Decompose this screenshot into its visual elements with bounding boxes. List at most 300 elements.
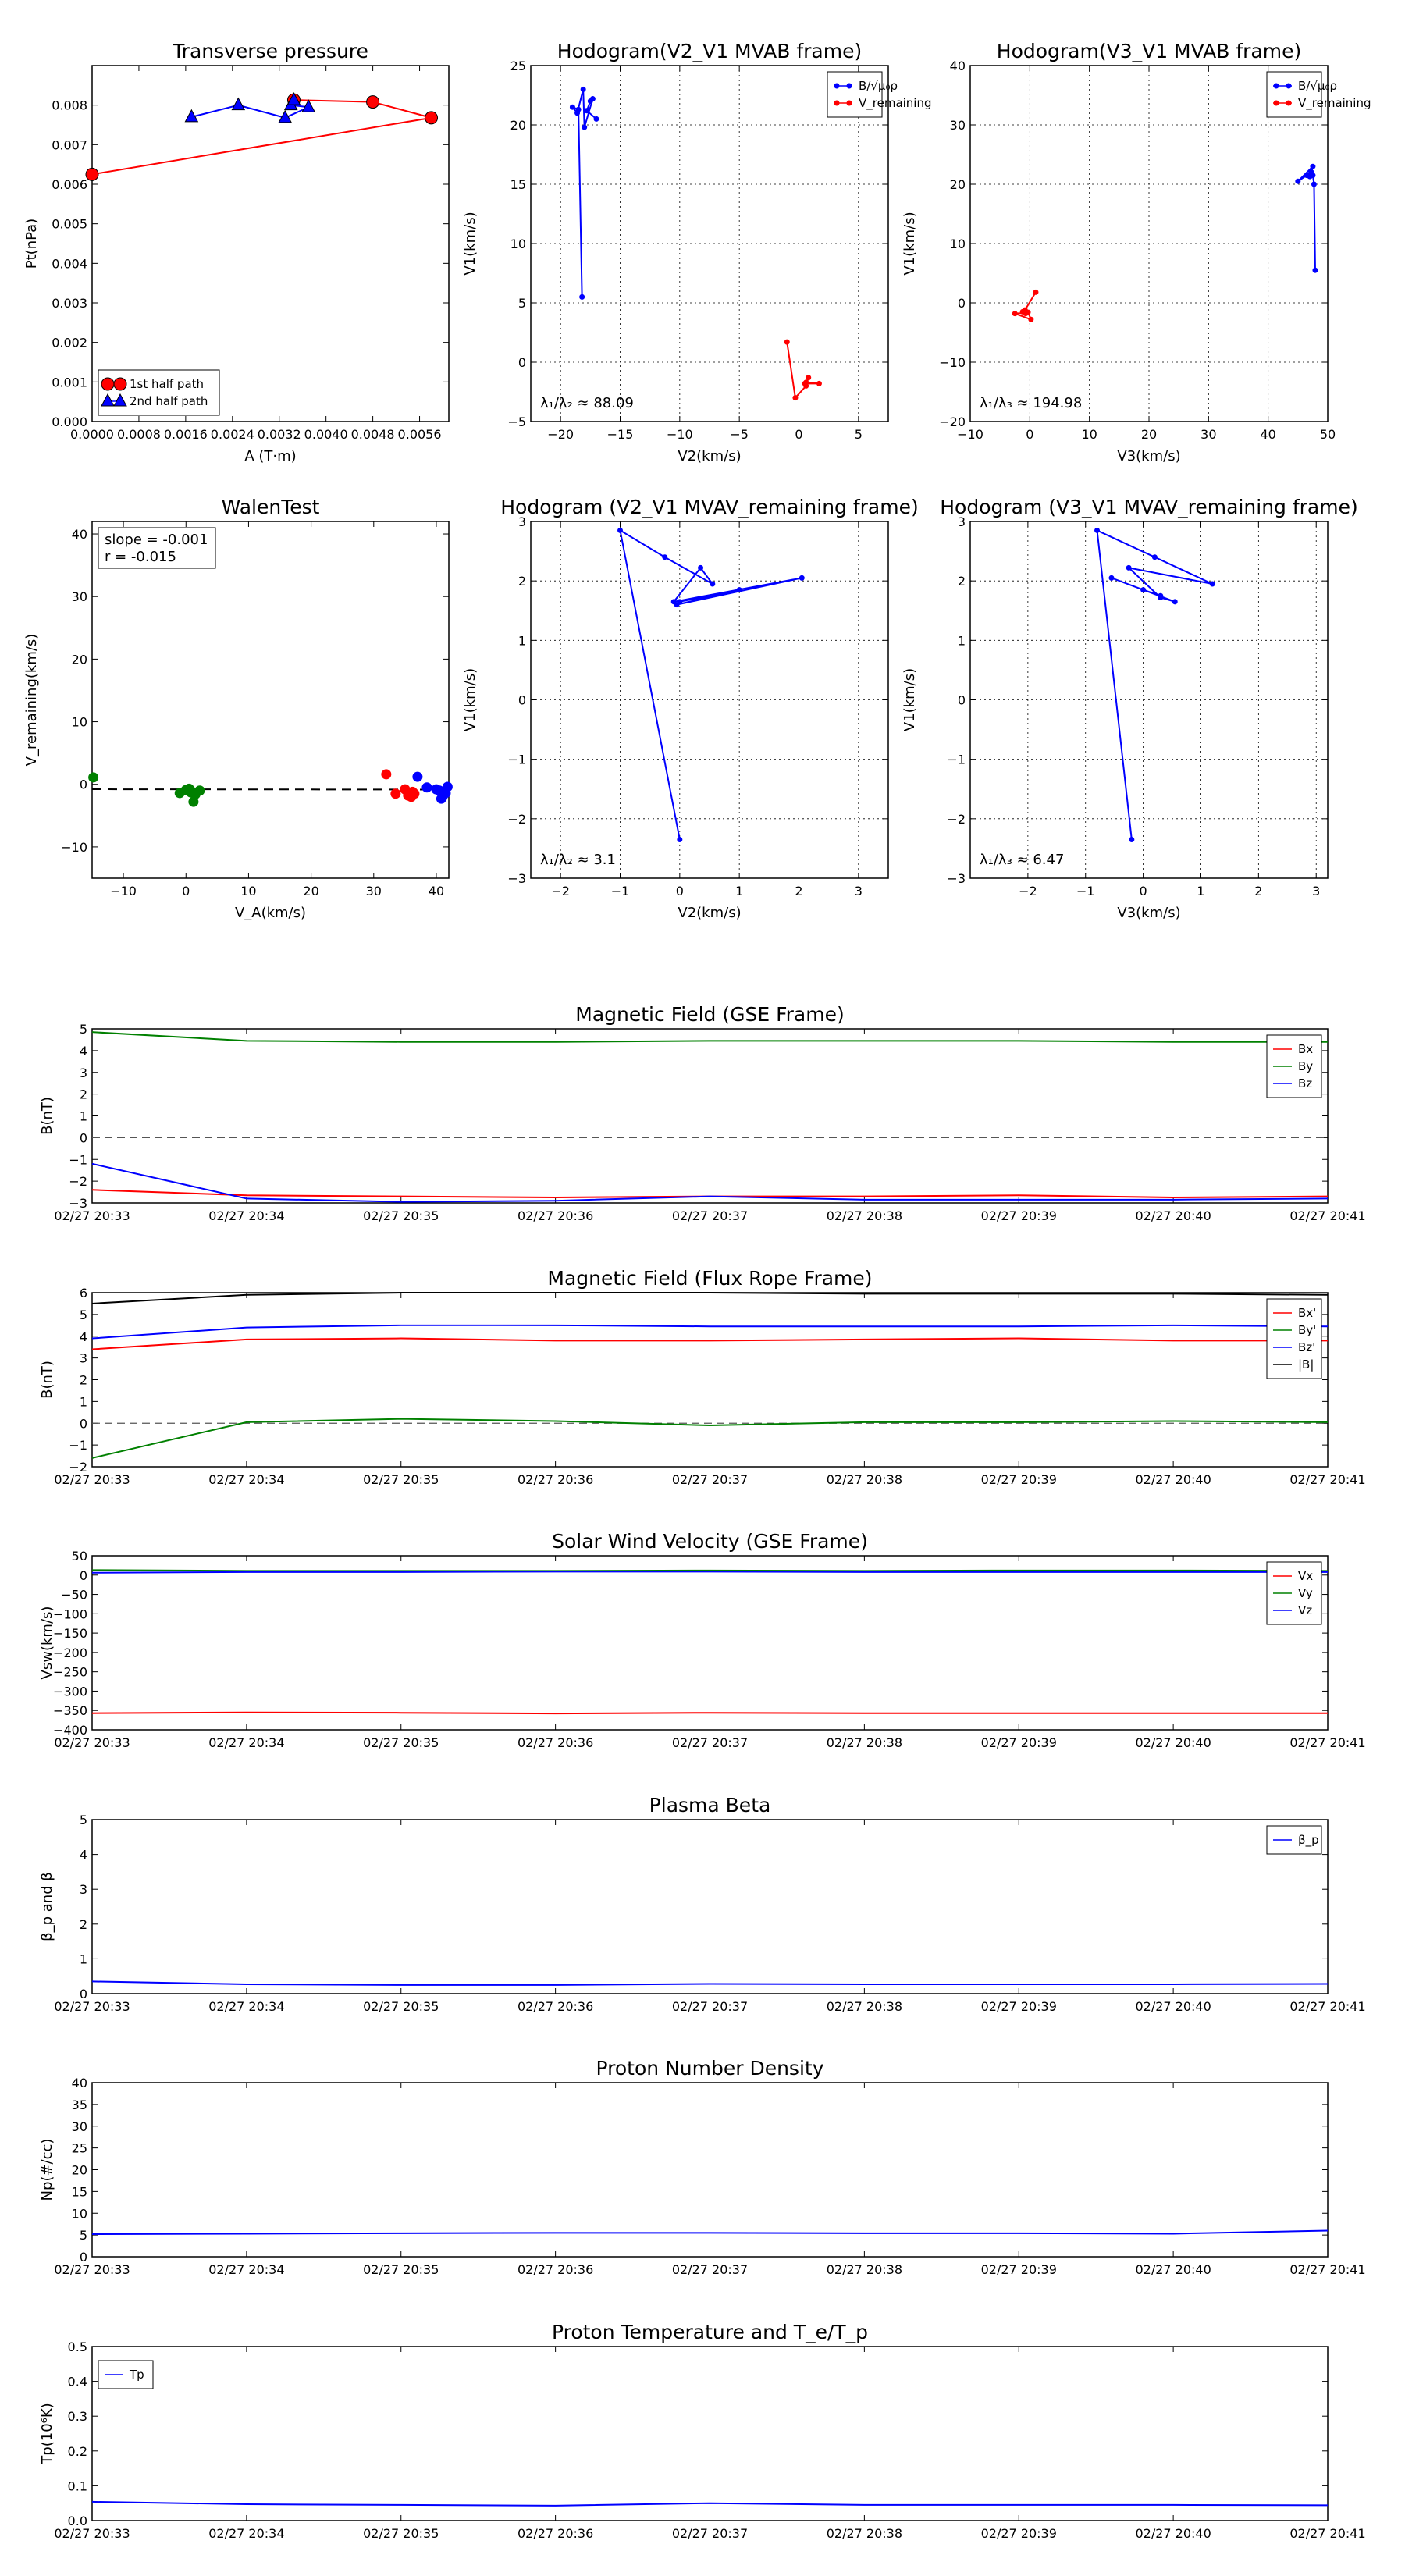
y-tick-label: 4 bbox=[79, 1329, 87, 1344]
panel-title: Plasma Beta bbox=[649, 1794, 771, 1816]
x-tick-label: 50 bbox=[1319, 427, 1336, 442]
legend-entry: β_p bbox=[1298, 1833, 1319, 1847]
data-point bbox=[617, 528, 623, 533]
x-tick-label: 02/27 20:34 bbox=[208, 1472, 285, 1487]
panel-h2 bbox=[902, 40, 1371, 464]
data-point bbox=[698, 565, 703, 571]
panel-title: Hodogram (V2_V1 MVAV_remaining frame) bbox=[500, 496, 919, 518]
y-tick-label: 0.000 bbox=[52, 415, 87, 429]
data-point bbox=[88, 772, 98, 782]
axes-frame bbox=[92, 1556, 1328, 1730]
data-point bbox=[677, 837, 682, 842]
x-tick-label: 02/27 20:38 bbox=[826, 1735, 903, 1750]
x-tick-label: 2 bbox=[795, 884, 803, 898]
x-tick-label: 0.0048 bbox=[350, 427, 395, 442]
panel-title: Hodogram (V3_V1 MVAV_remaining frame) bbox=[940, 496, 1358, 518]
y-tick-label: −200 bbox=[53, 1645, 87, 1660]
data-point bbox=[1129, 837, 1134, 842]
y-tick-label: −2 bbox=[69, 1174, 87, 1190]
y-tick-label: 15 bbox=[71, 2184, 87, 2200]
data-point bbox=[737, 587, 742, 592]
y-axis-label: Pt(nPa) bbox=[23, 218, 40, 269]
y-tick-label: −1 bbox=[69, 1438, 87, 1453]
series-line bbox=[92, 1325, 1328, 1339]
x-tick-label: 5 bbox=[854, 427, 863, 442]
x-tick-label: −1 bbox=[1076, 884, 1095, 898]
y-tick-label: 0.3 bbox=[67, 2409, 87, 2425]
panel-title: Hodogram(V3_V1 MVAB frame) bbox=[996, 40, 1302, 62]
x-tick-label: 02/27 20:33 bbox=[54, 1999, 130, 2014]
x-tick-label: 02/27 20:40 bbox=[1135, 2262, 1211, 2277]
y-tick-label: 1 bbox=[79, 1952, 87, 1967]
x-tick-label: 02/27 20:33 bbox=[54, 1735, 130, 1750]
x-tick-label: 02/27 20:40 bbox=[1135, 1472, 1211, 1487]
x-axis-label: V2(km/s) bbox=[678, 448, 742, 464]
legend bbox=[1267, 1562, 1321, 1624]
data-point bbox=[802, 381, 808, 386]
legend-marker bbox=[1286, 84, 1292, 89]
legend-marker bbox=[834, 101, 840, 106]
y-axis-label: β_p and β bbox=[39, 1872, 55, 1941]
legend-entry: Tp bbox=[130, 2368, 144, 2382]
series-line bbox=[92, 2502, 1328, 2506]
y-axis-label: Vsw(km/s) bbox=[39, 1606, 55, 1680]
y-tick-label: −3 bbox=[507, 871, 526, 886]
y-axis-label: B(nT) bbox=[39, 1361, 55, 1399]
legend-entry: Bz bbox=[1298, 1076, 1313, 1091]
y-tick-label: 0 bbox=[518, 692, 526, 708]
panel-beta bbox=[39, 1794, 1366, 2014]
x-tick-label: −2 bbox=[1019, 884, 1037, 898]
legend-entry: |B| bbox=[1298, 1357, 1314, 1372]
series-line bbox=[787, 342, 819, 397]
data-point bbox=[784, 340, 790, 345]
annotation-text: r = -0.015 bbox=[105, 549, 176, 565]
x-tick-label: −1 bbox=[610, 884, 630, 898]
series-line bbox=[1097, 530, 1213, 839]
x-tick-label: −5 bbox=[730, 427, 749, 442]
x-tick-label: 3 bbox=[854, 884, 863, 898]
data-point bbox=[436, 794, 446, 804]
x-tick-label: 0 bbox=[1026, 427, 1034, 442]
x-tick-label: 02/27 20:35 bbox=[363, 1472, 439, 1487]
x-tick-label: −15 bbox=[606, 427, 634, 442]
legend-entry: By' bbox=[1298, 1323, 1317, 1337]
annotation-text: λ₁/λ₂ ≈ 88.09 bbox=[540, 395, 634, 411]
x-tick-label: 30 bbox=[1200, 427, 1217, 442]
legend bbox=[1267, 1035, 1321, 1098]
y-tick-label: 30 bbox=[71, 2119, 87, 2134]
y-tick-label: 25 bbox=[510, 59, 526, 73]
y-tick-label: 0 bbox=[79, 1416, 87, 1432]
series-line bbox=[92, 2231, 1328, 2234]
panel-title: Magnetic Field (GSE Frame) bbox=[575, 1003, 845, 1026]
panel-h3 bbox=[462, 496, 919, 921]
legend bbox=[98, 2361, 153, 2389]
data-point bbox=[194, 785, 205, 795]
legend-entry: Bx' bbox=[1298, 1306, 1317, 1320]
x-tick-label: 02/27 20:36 bbox=[517, 1999, 594, 2014]
x-tick-label: 02/27 20:33 bbox=[54, 1472, 130, 1487]
data-point bbox=[1108, 575, 1114, 581]
y-tick-label: 0.007 bbox=[52, 137, 87, 153]
x-tick-label: 02/27 20:34 bbox=[208, 2262, 285, 2277]
data-point bbox=[1310, 164, 1315, 169]
x-tick-label: 0.0032 bbox=[257, 427, 301, 442]
data-point bbox=[582, 125, 587, 130]
y-axis-label: V1(km/s) bbox=[462, 212, 478, 276]
data-point bbox=[1012, 311, 1018, 316]
panel-bgse bbox=[39, 1003, 1366, 1223]
x-tick-label: 02/27 20:41 bbox=[1289, 1999, 1366, 2014]
y-tick-label: 3 bbox=[79, 1350, 87, 1366]
y-tick-label: 1 bbox=[79, 1108, 87, 1124]
y-tick-label: 30 bbox=[949, 118, 966, 133]
x-tick-label: 02/27 20:37 bbox=[671, 1735, 749, 1750]
series-line bbox=[92, 1571, 1328, 1572]
x-tick-label: 40 bbox=[1260, 427, 1276, 442]
y-tick-label: 0.004 bbox=[52, 256, 87, 272]
x-axis-label: A (T·m) bbox=[244, 448, 297, 464]
x-tick-label: 10 bbox=[1081, 427, 1097, 442]
x-tick-label: 1 bbox=[735, 884, 744, 898]
x-tick-label: −2 bbox=[551, 884, 570, 898]
x-tick-label: 02/27 20:33 bbox=[54, 1208, 130, 1223]
data-point bbox=[1158, 593, 1163, 599]
x-tick-label: 02/27 20:40 bbox=[1135, 2526, 1211, 2541]
y-tick-label: 20 bbox=[71, 2162, 87, 2178]
x-tick-label: −10 bbox=[666, 427, 693, 442]
x-tick-label: 02/27 20:40 bbox=[1135, 1735, 1211, 1750]
panel-h1 bbox=[462, 40, 932, 464]
x-tick-label: 10 bbox=[240, 884, 257, 898]
data-point bbox=[574, 110, 580, 116]
data-point bbox=[443, 781, 453, 792]
axes-frame bbox=[92, 1029, 1328, 1203]
x-tick-label: 02/27 20:35 bbox=[363, 1735, 439, 1750]
x-tick-label: 02/27 20:41 bbox=[1289, 1472, 1366, 1487]
legend-entry: B/√μ₀ρ bbox=[859, 79, 898, 93]
y-tick-label: 0.2 bbox=[67, 2443, 87, 2459]
x-tick-label: 02/27 20:36 bbox=[517, 1472, 594, 1487]
y-tick-label: −350 bbox=[53, 1703, 87, 1719]
y-tick-label: 10 bbox=[71, 2206, 87, 2222]
data-point bbox=[1023, 310, 1029, 315]
y-tick-label: 5 bbox=[79, 2228, 87, 2243]
legend-entry: Vz bbox=[1298, 1603, 1313, 1617]
data-point bbox=[1140, 587, 1146, 592]
legend-entry: V_remaining bbox=[859, 96, 932, 110]
legend-marker bbox=[834, 84, 840, 89]
annotation-text: slope = -0.001 bbox=[105, 532, 208, 548]
data-point bbox=[579, 294, 585, 300]
data-point bbox=[425, 112, 438, 124]
panel-bfr bbox=[39, 1267, 1366, 1487]
legend-marker bbox=[847, 84, 852, 89]
legend bbox=[1267, 1826, 1321, 1854]
x-tick-label: 40 bbox=[428, 884, 445, 898]
panel-title: WalenTest bbox=[221, 496, 320, 518]
data-point bbox=[422, 782, 432, 792]
y-tick-label: 0.0 bbox=[67, 2514, 87, 2528]
x-tick-label: 02/27 20:34 bbox=[208, 2526, 285, 2541]
y-tick-label: 2 bbox=[957, 574, 966, 589]
x-tick-label: 0.0000 bbox=[70, 427, 114, 442]
y-tick-label: −10 bbox=[61, 839, 87, 855]
panel-title: Transverse pressure bbox=[173, 40, 368, 62]
axes-frame bbox=[92, 66, 449, 422]
x-tick-label: 02/27 20:38 bbox=[826, 1472, 903, 1487]
x-tick-label: 02/27 20:36 bbox=[517, 2526, 594, 2541]
legend-marker bbox=[1274, 84, 1279, 89]
y-tick-label: 0.001 bbox=[52, 375, 87, 390]
x-axis-label: V3(km/s) bbox=[1117, 905, 1181, 921]
panel-title: Hodogram(V2_V1 MVAB frame) bbox=[557, 40, 863, 62]
x-tick-label: 02/27 20:35 bbox=[363, 1999, 439, 2014]
y-tick-label: −400 bbox=[53, 1723, 87, 1738]
x-axis-label: V3(km/s) bbox=[1117, 448, 1181, 464]
data-point bbox=[1126, 565, 1132, 571]
data-point bbox=[588, 98, 593, 104]
y-tick-label: −2 bbox=[69, 1460, 87, 1475]
y-tick-label: 15 bbox=[510, 177, 526, 192]
x-tick-label: 02/27 20:37 bbox=[671, 1208, 749, 1223]
x-tick-label: 02/27 20:36 bbox=[517, 1735, 594, 1750]
y-tick-label: 5 bbox=[518, 296, 526, 311]
data-point bbox=[188, 797, 198, 807]
y-tick-label: 0 bbox=[957, 296, 966, 311]
data-point bbox=[1033, 290, 1038, 295]
x-tick-label: 0.0016 bbox=[163, 427, 208, 442]
x-tick-label: 0.0008 bbox=[116, 427, 161, 442]
legend-entry: V_remaining bbox=[1298, 96, 1371, 110]
x-tick-label: 02/27 20:33 bbox=[54, 2262, 130, 2277]
x-tick-label: 0 bbox=[795, 427, 803, 442]
y-tick-label: 3 bbox=[79, 1065, 87, 1080]
x-tick-label: 0 bbox=[675, 884, 684, 898]
panel-title: Magnetic Field (Flux Rope Frame) bbox=[547, 1267, 873, 1290]
panel-walen bbox=[23, 496, 453, 921]
y-tick-label: 2 bbox=[79, 1372, 87, 1388]
data-point bbox=[390, 788, 400, 799]
legend bbox=[98, 370, 219, 415]
legend-entry: Vy bbox=[1298, 1586, 1313, 1600]
x-axis-label: V2(km/s) bbox=[678, 905, 742, 921]
panel-title: Proton Temperature and T_e/T_p bbox=[551, 2321, 869, 2343]
y-tick-label: 20 bbox=[949, 177, 966, 192]
data-point bbox=[710, 581, 715, 586]
x-tick-label: 02/27 20:37 bbox=[671, 1999, 749, 2014]
y-tick-label: −1 bbox=[69, 1152, 87, 1168]
y-tick-label: 10 bbox=[510, 237, 526, 251]
x-tick-label: −10 bbox=[110, 884, 137, 898]
data-point bbox=[570, 105, 575, 110]
panel-tp bbox=[23, 40, 449, 464]
x-tick-label: 02/27 20:38 bbox=[826, 2526, 903, 2541]
panel-title: Proton Number Density bbox=[596, 2057, 824, 2080]
series-line bbox=[92, 1570, 1328, 1571]
series-line bbox=[92, 1419, 1328, 1458]
x-tick-label: 0 bbox=[182, 884, 190, 898]
x-tick-label: 02/27 20:35 bbox=[363, 2262, 439, 2277]
y-tick-label: 0.5 bbox=[67, 2339, 87, 2354]
y-tick-label: 0.002 bbox=[52, 335, 87, 350]
data-point bbox=[584, 108, 589, 113]
y-tick-label: 50 bbox=[71, 1549, 87, 1564]
series-line bbox=[621, 530, 802, 839]
x-tick-label: 02/27 20:40 bbox=[1135, 1999, 1211, 2014]
y-tick-label: −1 bbox=[507, 752, 526, 767]
data-point bbox=[1311, 182, 1317, 187]
legend-entry: Bz' bbox=[1298, 1340, 1316, 1354]
y-tick-label: 0 bbox=[957, 692, 966, 708]
y-tick-label: −150 bbox=[53, 1626, 87, 1642]
axes-frame bbox=[92, 2083, 1328, 2257]
y-tick-label: −100 bbox=[53, 1606, 87, 1622]
y-tick-label: 5 bbox=[79, 1022, 87, 1037]
data-point bbox=[581, 87, 586, 92]
data-point bbox=[1295, 179, 1300, 184]
y-tick-label: 0 bbox=[79, 2250, 87, 2265]
data-point bbox=[1210, 581, 1215, 586]
y-tick-label: 1 bbox=[518, 633, 526, 649]
legend-entry: B/√μ₀ρ bbox=[1298, 79, 1337, 93]
y-tick-label: 20 bbox=[71, 652, 87, 667]
x-tick-label: 02/27 20:41 bbox=[1289, 2526, 1366, 2541]
annotation-text: λ₁/λ₃ ≈ 194.98 bbox=[980, 395, 1083, 411]
x-tick-label: 02/27 20:39 bbox=[980, 2526, 1057, 2541]
data-point bbox=[1172, 599, 1178, 604]
y-tick-label: 2 bbox=[518, 574, 526, 589]
y-tick-label: 0.006 bbox=[52, 177, 87, 192]
y-tick-label: −2 bbox=[507, 811, 526, 827]
data-point bbox=[792, 395, 798, 400]
x-tick-label: 02/27 20:38 bbox=[826, 1999, 903, 2014]
data-point bbox=[806, 375, 811, 380]
x-tick-label: 02/27 20:37 bbox=[671, 2262, 749, 2277]
x-tick-label: 02/27 20:36 bbox=[517, 2262, 594, 2277]
x-tick-label: 02/27 20:36 bbox=[517, 1208, 594, 1223]
x-tick-label: −10 bbox=[957, 427, 984, 442]
series-line bbox=[92, 1981, 1328, 1984]
y-tick-label: 0 bbox=[79, 1987, 87, 2001]
x-tick-label: 0.0040 bbox=[304, 427, 348, 442]
legend-marker bbox=[114, 378, 126, 390]
y-tick-label: 0 bbox=[79, 1567, 87, 1583]
y-axis-label: V1(km/s) bbox=[462, 667, 478, 732]
legend-marker bbox=[1274, 101, 1279, 106]
legend-marker bbox=[1286, 101, 1292, 106]
series-line bbox=[572, 89, 596, 297]
data-point bbox=[1028, 317, 1033, 322]
y-tick-label: 1 bbox=[79, 1394, 87, 1410]
x-tick-label: 02/27 20:40 bbox=[1135, 1208, 1211, 1223]
y-tick-label: −3 bbox=[69, 1196, 87, 1211]
panel-vsw bbox=[39, 1530, 1366, 1750]
x-tick-label: 02/27 20:33 bbox=[54, 2526, 130, 2541]
data-point bbox=[409, 788, 419, 799]
y-tick-label: 6 bbox=[79, 1286, 87, 1300]
data-point bbox=[412, 772, 422, 782]
y-tick-label: −250 bbox=[53, 1664, 87, 1680]
legend bbox=[1267, 1299, 1321, 1379]
data-point bbox=[593, 116, 599, 122]
legend bbox=[1267, 72, 1371, 117]
data-point bbox=[1312, 268, 1318, 273]
y-tick-label: 30 bbox=[71, 589, 87, 605]
x-tick-label: 02/27 20:37 bbox=[671, 2526, 749, 2541]
y-tick-label: 5 bbox=[79, 1813, 87, 1827]
legend-marker bbox=[847, 101, 852, 106]
x-axis-label: V_A(km/s) bbox=[234, 905, 307, 921]
y-tick-label: 25 bbox=[71, 2140, 87, 2156]
legend bbox=[827, 72, 932, 117]
x-tick-label: 02/27 20:39 bbox=[980, 1735, 1057, 1750]
y-tick-label: 2 bbox=[79, 1087, 87, 1102]
y-tick-label: −1 bbox=[947, 752, 966, 767]
y-tick-label: 3 bbox=[79, 1882, 87, 1898]
panel-tpr bbox=[39, 2321, 1366, 2541]
x-tick-label: 02/27 20:35 bbox=[363, 1208, 439, 1223]
x-tick-label: 02/27 20:34 bbox=[208, 1735, 285, 1750]
y-tick-label: 1 bbox=[957, 633, 966, 649]
x-tick-label: 02/27 20:39 bbox=[980, 1472, 1057, 1487]
y-tick-label: −5 bbox=[507, 415, 526, 429]
axes-frame bbox=[92, 1820, 1328, 1994]
x-tick-label: 20 bbox=[1140, 427, 1158, 442]
data-point bbox=[367, 96, 379, 109]
x-tick-label: 02/27 20:35 bbox=[363, 2526, 439, 2541]
x-tick-label: 0 bbox=[1139, 884, 1147, 898]
y-tick-label: −50 bbox=[61, 1587, 87, 1603]
y-tick-label: −10 bbox=[939, 355, 966, 370]
x-tick-label: 02/27 20:37 bbox=[671, 1472, 749, 1487]
y-axis-label: V1(km/s) bbox=[902, 212, 918, 276]
x-tick-label: 02/27 20:34 bbox=[208, 1999, 285, 2014]
panel-np bbox=[39, 2057, 1366, 2277]
y-tick-label: 5 bbox=[79, 1307, 87, 1322]
data-point bbox=[381, 769, 391, 779]
x-tick-label: 0.0056 bbox=[397, 427, 442, 442]
legend-entry: By bbox=[1298, 1059, 1314, 1073]
y-tick-label: 40 bbox=[71, 2076, 87, 2090]
x-tick-label: 30 bbox=[365, 884, 382, 898]
y-tick-label: 10 bbox=[949, 237, 966, 251]
legend-entry: 1st half path bbox=[130, 377, 205, 391]
y-tick-label: 0.008 bbox=[52, 98, 87, 113]
data-point bbox=[86, 168, 98, 180]
y-tick-label: 0.1 bbox=[67, 2478, 87, 2494]
x-tick-label: 2 bbox=[1254, 884, 1263, 898]
axes-frame bbox=[92, 521, 449, 878]
y-tick-label: 0 bbox=[79, 777, 87, 792]
data-point bbox=[186, 788, 196, 798]
y-axis-label: B(nT) bbox=[39, 1097, 55, 1135]
panel-h4 bbox=[902, 496, 1358, 921]
x-tick-label: 02/27 20:38 bbox=[826, 1208, 903, 1223]
x-tick-label: 0.0024 bbox=[210, 427, 254, 442]
y-tick-label: 0 bbox=[79, 1130, 87, 1146]
y-tick-label: −3 bbox=[947, 871, 966, 886]
legend-entry: Bx bbox=[1298, 1042, 1314, 1056]
y-tick-label: 0.4 bbox=[67, 2374, 87, 2389]
data-point bbox=[662, 554, 667, 560]
x-tick-label: 20 bbox=[303, 884, 319, 898]
y-tick-label: 0 bbox=[518, 355, 526, 370]
y-tick-label: 3 bbox=[957, 514, 966, 529]
x-tick-label: 1 bbox=[1197, 884, 1205, 898]
data-point bbox=[232, 98, 244, 110]
